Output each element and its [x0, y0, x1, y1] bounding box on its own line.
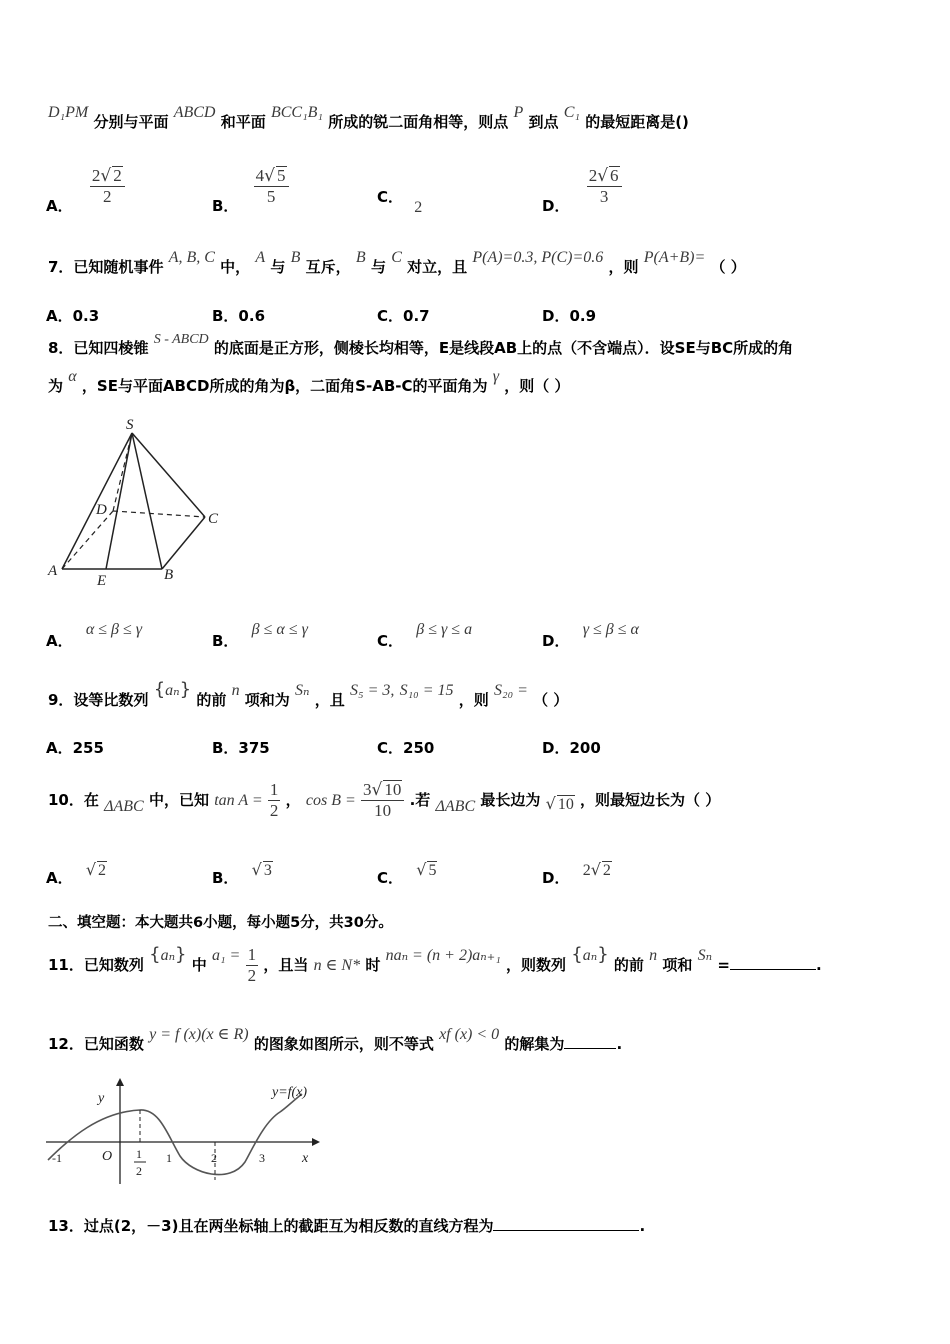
vertex-label-b: B [164, 567, 174, 583]
q10-option-d: D． 2√ 2 [542, 860, 611, 887]
q10-option-b: B． √ 3 [212, 860, 272, 887]
tick-label-half-num: 1 [136, 1147, 142, 1161]
q7-stem: 7．已知随机事件 A, B, C 中， A 与 B 互斥， B 与 C 对立，且 P(A)=0.3, P(C)=0.6 ，则 P(A+B)= （ ） [48, 249, 746, 276]
q7-option-a: A．0.3 [46, 307, 100, 325]
tick-label: -1 [52, 1151, 62, 1165]
q9-option-b: B．375 [212, 739, 270, 757]
q10-stem: 10．在 ΔABC 中，已知 tan A = $\frac{1}{2}$ ， cos B = $\frac{3√ 10}{10}$ .若 ΔABC 最长边为 √ 10 ，则最短边长为（ ） [48, 780, 721, 820]
pyramid-figure [40, 410, 240, 595]
q8-option-a: A． α ≤ β ≤ γ [46, 621, 143, 650]
vertex-label-e: E [97, 573, 107, 589]
tick-label: 3 [259, 1151, 265, 1165]
vertex-label-a: A [48, 563, 58, 579]
tick-label-half-den: 2 [136, 1164, 142, 1178]
q9-stem: 9．设等比数列 {aₙ} 的前 n 项和为 Sₙ ，且 S₅ = 3, S₁₀ = 15 ，则 S₂₀ = （ ） [48, 679, 569, 709]
q9-option-c: C．250 [377, 739, 435, 757]
vertex-label-s: S [126, 417, 134, 433]
x-axis-label: x [302, 1151, 309, 1166]
q12-stem: 12．已知函数 y = f (x)(x ∈ R) 的图象如图所示，则不等式 xf (x) < 0 的解集为 . [48, 1026, 623, 1053]
q6-option-a: A． $\frac{2√ 2}{2}$ [46, 166, 125, 207]
q8-option-c: C． β ≤ γ ≤ a [377, 621, 473, 650]
origin-label: O [102, 1149, 113, 1164]
q11-answer-blank[interactable] [730, 955, 816, 970]
q13-stem: 13．过点(2，－3)且在两坐标轴上的截距互为相反数的直线方程为 . [48, 1217, 646, 1235]
vertex-label-d: D [96, 502, 107, 518]
q10-option-a: A． √ 2 [46, 860, 107, 887]
q7-option-b: B．0.6 [212, 307, 266, 325]
y-axis-label: y [98, 1091, 105, 1106]
function-label: y=f(x) [272, 1085, 308, 1100]
q10-option-c: C． √ 5 [377, 860, 437, 887]
tick-label: 2 [211, 1151, 217, 1165]
q9-option-d: D．200 [542, 739, 601, 757]
q11-stem: 11．已知数列 {aₙ} 中 a₁ = $\frac{1}{2}$ ，且当 n ∈ N* 时 naₙ = (n + 2)aₙ₊₁ ，则数列 {aₙ} 的前 n 项和 Sₙ = . [48, 944, 822, 985]
q6-option-c: C． 2 [377, 188, 423, 216]
q7-option-c: C．0.7 [377, 307, 430, 325]
q8-stem-line2: 为 α ，SE与平面ABCD所成的角为β，二面角S-AB-C的平面角为 γ ，则（ ） [48, 368, 570, 395]
q6-stem: D₁PM 分别与平面 ABCD 和平面 BCC₁B₁ 所成的锐二面角相等，则点 P 到点 C₁ 的最短距离是() [48, 104, 689, 131]
section-heading: 二、填空题：本大题共6小题，每小题5分，共30分。 [48, 915, 393, 931]
q6-option-b: B． $\frac{4√ 5}{5}$ [212, 166, 289, 207]
tick-label: 1 [166, 1151, 172, 1165]
q8-stem-line1: 8．已知四棱锥 S - ABCD 的底面是正方形，侧棱长均相等，E是线段AB上的点（不含端点）．设SE与BC所成的角 [48, 332, 794, 357]
function-graph [40, 1076, 330, 1188]
q6-option-d: D． $\frac{2√ 6}{3}$ [542, 166, 622, 207]
q6-lead: D₁PM [48, 104, 89, 121]
q12-answer-blank[interactable] [564, 1034, 616, 1049]
q8-option-d: D． γ ≤ β ≤ α [542, 621, 639, 650]
q7-option-d: D．0.9 [542, 307, 597, 325]
q13-answer-blank[interactable] [493, 1216, 639, 1231]
vertex-label-c: C [208, 511, 219, 527]
q8-option-b: B． β ≤ α ≤ γ [212, 621, 308, 650]
q9-option-a: A．255 [46, 739, 104, 757]
